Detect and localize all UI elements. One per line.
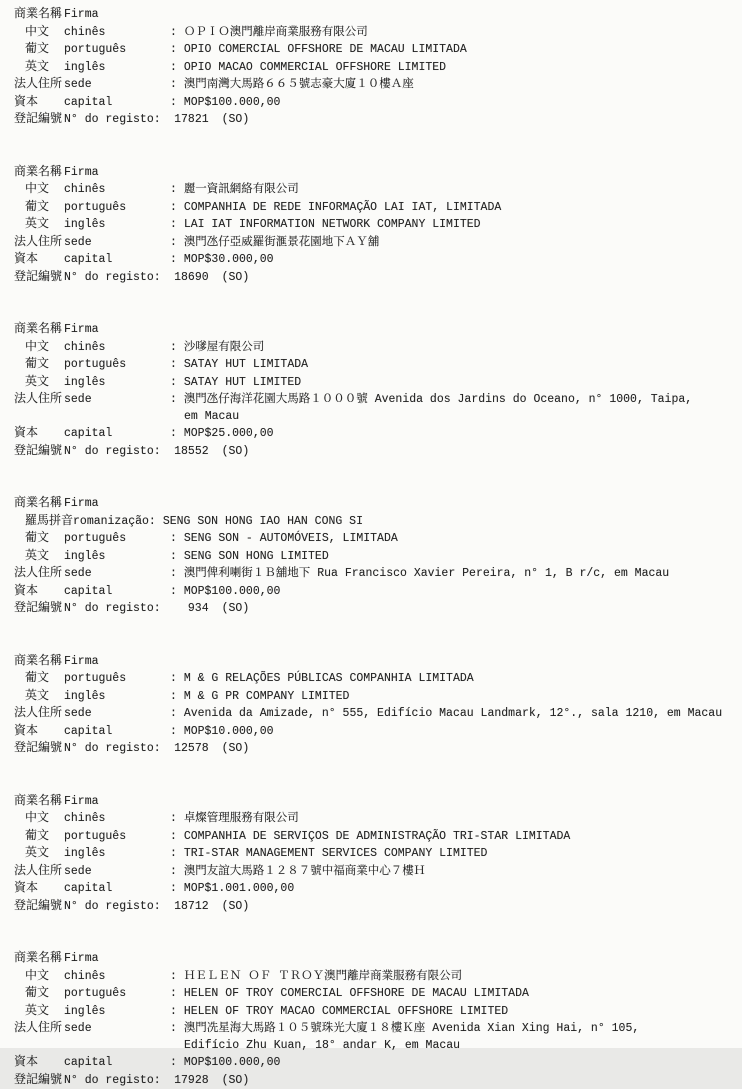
- english-name: [14, 845, 742, 863]
- label-chinese: 商業名稱: [14, 653, 64, 670]
- label-portuguese: Firma: [64, 496, 170, 513]
- colon-separator: :: [170, 864, 184, 881]
- field-value: MOP$1.001.000,00: [184, 881, 294, 898]
- field-value: COMPANHIA DE SERVIÇOS DE ADMINISTRAÇÃO TRI-STAR LIMITADA: [184, 829, 570, 846]
- colon-separator: :: [170, 671, 184, 688]
- capital: [14, 94, 742, 112]
- field-value: 沙嗲屋有限公司: [184, 340, 265, 357]
- business-name-header: [14, 950, 742, 968]
- colon-separator: :: [170, 811, 184, 828]
- label-portuguese: capital: [64, 881, 170, 898]
- registration-number-value: 18552: [161, 444, 209, 461]
- field-value: em Macau: [184, 409, 239, 426]
- capital: [14, 1054, 742, 1072]
- registration-number-value: 17928: [161, 1073, 209, 1089]
- registered-address: [14, 705, 742, 723]
- field-value: OPIO MACAO COMMERCIAL OFFSHORE LIMITED: [184, 60, 446, 77]
- registration-number-value: 17821: [161, 112, 209, 129]
- label-chinese: 英文: [14, 1003, 64, 1020]
- label-chinese: 商業名稱: [14, 6, 64, 23]
- label-portuguese: Firma: [64, 322, 170, 339]
- field-value: 澳門友誼大馬路１２８７號中福商業中心７樓Ｈ: [184, 864, 426, 881]
- label-chinese: 資本: [14, 425, 64, 442]
- capital: [14, 251, 742, 269]
- registration-number-value: 12578: [161, 741, 209, 758]
- registration-number-value: 18712: [161, 899, 209, 916]
- label-portuguese: português: [64, 357, 170, 374]
- business-name-header: [14, 321, 742, 339]
- registered-address: [14, 863, 742, 881]
- field-value: SATAY HUT LIMITED: [184, 375, 301, 392]
- label-portuguese: inglês: [64, 549, 170, 566]
- field-value: 澳門氹仔海洋花園大馬路１０００號 Avenida dos Jardins do Oceano, n° 1000, Taipa,: [184, 392, 692, 409]
- portuguese-name: [14, 41, 742, 59]
- colon-separator: :: [170, 426, 184, 443]
- label-portuguese: romanização:: [73, 514, 156, 531]
- registration-suffix: (SO): [222, 444, 250, 461]
- label-chinese: 中文: [14, 24, 64, 41]
- business-name-header: [14, 164, 742, 182]
- label-portuguese: português: [64, 829, 170, 846]
- label-chinese: 法人住所: [14, 565, 64, 582]
- label-portuguese: N° do registo:: [64, 899, 161, 916]
- registration-number: [14, 740, 742, 758]
- label-chinese: 法人住所: [14, 234, 64, 251]
- label-chinese: 商業名稱: [14, 164, 64, 181]
- business-name-header: [14, 653, 742, 671]
- colon-separator: :: [170, 217, 184, 234]
- registry-entry: [14, 164, 742, 287]
- label-portuguese: capital: [64, 426, 170, 443]
- label-chinese: 葡文: [14, 41, 64, 58]
- colon-separator: :: [170, 584, 184, 601]
- chinese-name: [14, 339, 742, 357]
- label-chinese: 英文: [14, 688, 64, 705]
- label-portuguese: capital: [64, 724, 170, 741]
- label-portuguese: N° do registo:: [64, 741, 161, 758]
- label-chinese: 商業名稱: [14, 950, 64, 967]
- field-value: SATAY HUT LIMITADA: [184, 357, 308, 374]
- chinese-name: [14, 24, 742, 42]
- field-value: LAI IAT INFORMATION NETWORK COMPANY LIMITED: [184, 217, 481, 234]
- colon-separator: :: [170, 392, 184, 409]
- label-chinese: 登記編號: [14, 443, 64, 460]
- field-value: HELEN OF TROY MACAO COMMERCIAL OFFSHORE LIMITED: [184, 1004, 508, 1021]
- registration-suffix: (SO): [222, 601, 250, 618]
- chinese-name: [14, 181, 742, 199]
- label-portuguese: N° do registo:: [64, 601, 161, 618]
- field-value: Edifício Zhu Kuan, 18° andar K, em Macau: [184, 1038, 460, 1055]
- field-value: 澳門俾利喇街１Ｂ舖地下 Rua Francisco Xavier Pereira, n° 1, B r/c, em Macau: [184, 566, 669, 583]
- registration-number: [14, 269, 742, 287]
- registration-number-value: 18690: [161, 270, 209, 287]
- field-value: MOP$25.000,00: [184, 426, 274, 443]
- field-value: MOP$100.000,00: [184, 1055, 281, 1072]
- colon-separator: :: [170, 182, 184, 199]
- label-portuguese: sede: [64, 392, 170, 409]
- label-portuguese: inglês: [64, 846, 170, 863]
- label-chinese: 資本: [14, 94, 64, 111]
- portuguese-name: [14, 670, 742, 688]
- label-portuguese: sede: [64, 1021, 170, 1038]
- colon-separator: :: [170, 25, 184, 42]
- colon-separator: :: [170, 252, 184, 269]
- registration-number: [14, 1072, 742, 1089]
- label-chinese: 英文: [14, 548, 64, 565]
- label-portuguese: inglês: [64, 217, 170, 234]
- label-portuguese: português: [64, 671, 170, 688]
- label-chinese: 資本: [14, 1054, 64, 1071]
- label-portuguese: chinês: [64, 182, 170, 199]
- label-portuguese: sede: [64, 864, 170, 881]
- colon-separator: :: [170, 549, 184, 566]
- capital: [14, 583, 742, 601]
- label-chinese: 葡文: [14, 199, 64, 216]
- english-name: [14, 216, 742, 234]
- field-value: MOP$100.000,00: [184, 584, 281, 601]
- label-chinese: 登記編號: [14, 600, 64, 617]
- capital: [14, 723, 742, 741]
- registration-number: [14, 600, 742, 618]
- english-name: [14, 548, 742, 566]
- label-chinese: 中文: [14, 810, 64, 827]
- english-name: [14, 688, 742, 706]
- colon-separator: :: [170, 1055, 184, 1072]
- registered-address: [14, 1020, 742, 1038]
- field-value: ＨＥＬＥＮ ＯＦ ＴＲＯＹ澳門離岸商業服務有限公司: [184, 969, 462, 986]
- label-chinese: 商業名稱: [14, 321, 64, 338]
- portuguese-name: [14, 199, 742, 217]
- label-chinese: 商業名稱: [14, 495, 64, 512]
- label-chinese: 法人住所: [14, 76, 64, 93]
- colon-separator: :: [170, 95, 184, 112]
- colon-separator: :: [170, 340, 184, 357]
- colon-separator: :: [170, 200, 184, 217]
- label-portuguese: Firma: [64, 7, 170, 24]
- registry-entry: [14, 495, 742, 618]
- field-value: TRI-STAR MANAGEMENT SERVICES COMPANY LIMITED: [184, 846, 488, 863]
- english-name: [14, 59, 742, 77]
- field-value: ＯＰＩＯ澳門離岸商業服務有限公司: [184, 25, 368, 42]
- registration-number: [14, 111, 742, 129]
- label-portuguese: N° do registo:: [64, 1073, 161, 1089]
- registry-entry: [14, 6, 742, 129]
- label-portuguese: chinês: [64, 340, 170, 357]
- label-portuguese: português: [64, 986, 170, 1003]
- colon-separator: :: [170, 1021, 184, 1038]
- label-portuguese: capital: [64, 1055, 170, 1072]
- label-chinese: 法人住所: [14, 1020, 64, 1037]
- english-name: [14, 1003, 742, 1021]
- label-chinese: 登記編號: [14, 898, 64, 915]
- label-portuguese: inglês: [64, 60, 170, 77]
- label-chinese: 登記編號: [14, 740, 64, 757]
- registry-entry: [14, 653, 742, 758]
- field-value: COMPANHIA DE REDE INFORMAÇÃO LAI IAT, LIMITADA: [184, 200, 501, 217]
- registration-suffix: (SO): [222, 270, 250, 287]
- field-value: 澳門冼星海大馬路１０５號珠光大廈１８樓Ｋ座 Avenida Xian Xing Hai, n° 105,: [184, 1021, 639, 1038]
- portuguese-name: [14, 828, 742, 846]
- label-chinese: 葡文: [14, 356, 64, 373]
- label-portuguese: português: [64, 42, 170, 59]
- registry-entry: [14, 950, 742, 1089]
- colon-separator: :: [170, 235, 184, 252]
- colon-separator: :: [170, 566, 184, 583]
- registered-address: [14, 391, 742, 409]
- registered-address: [14, 234, 742, 252]
- label-portuguese: N° do registo:: [64, 444, 161, 461]
- portuguese-name: [14, 530, 742, 548]
- business-name-header: [14, 495, 742, 513]
- colon-separator: :: [170, 531, 184, 548]
- label-chinese: 英文: [14, 216, 64, 233]
- label-chinese: 中文: [14, 181, 64, 198]
- label-chinese: 葡文: [14, 530, 64, 547]
- colon-separator: :: [170, 357, 184, 374]
- registration-suffix: (SO): [222, 899, 250, 916]
- label-portuguese: sede: [64, 566, 170, 583]
- registry-entry: [14, 793, 742, 916]
- label-portuguese: sede: [64, 235, 170, 252]
- registration-number: [14, 898, 742, 916]
- label-chinese: 英文: [14, 845, 64, 862]
- label-portuguese: português: [64, 531, 170, 548]
- business-name-header: [14, 793, 742, 811]
- label-chinese: 登記編號: [14, 111, 64, 128]
- english-name: [14, 374, 742, 392]
- registered-address: [14, 76, 742, 94]
- label-chinese: 資本: [14, 880, 64, 897]
- chinese-name: [14, 968, 742, 986]
- label-portuguese: inglês: [64, 689, 170, 706]
- colon-separator: :: [170, 986, 184, 1003]
- label-portuguese: sede: [64, 706, 170, 723]
- label-portuguese: Firma: [64, 951, 170, 968]
- registration-suffix: (SO): [222, 112, 250, 129]
- label-portuguese: capital: [64, 252, 170, 269]
- field-value: MOP$30.000,00: [184, 252, 274, 269]
- colon-separator: :: [170, 77, 184, 94]
- label-chinese: 中文: [14, 339, 64, 356]
- label-chinese: 中文: [14, 968, 64, 985]
- field-value: 卓燦管理服務有限公司: [184, 811, 299, 828]
- field-value: SENG SON - AUTOMÓVEIS, LIMITADA: [184, 531, 398, 548]
- registered-address: [14, 565, 742, 583]
- label-portuguese: Firma: [64, 165, 170, 182]
- label-chinese: 羅馬拼音: [14, 513, 73, 530]
- colon-separator: :: [170, 706, 184, 723]
- label-portuguese: N° do registo:: [64, 112, 161, 129]
- colon-separator: :: [170, 829, 184, 846]
- label-chinese: 資本: [14, 251, 64, 268]
- portuguese-name: [14, 985, 742, 1003]
- field-value: Avenida da Amizade, n° 555, Edifício Macau Landmark, 12°., sala 1210, em Macau: [184, 706, 722, 723]
- field-value: M & G PR COMPANY LIMITED: [184, 689, 350, 706]
- field-value: MOP$100.000,00: [184, 95, 281, 112]
- label-portuguese: capital: [64, 95, 170, 112]
- label-chinese: 資本: [14, 583, 64, 600]
- field-value: 麗一資訊網絡有限公司: [184, 182, 299, 199]
- address-continuation: [14, 409, 742, 426]
- registration-number: [14, 443, 742, 461]
- registration-number-value: 934: [161, 601, 209, 618]
- label-portuguese: chinês: [64, 969, 170, 986]
- label-chinese: 法人住所: [14, 705, 64, 722]
- field-value: 澳門南灣大馬路６６５號志豪大廈１０樓Ａ座: [184, 77, 414, 94]
- portuguese-name: [14, 356, 742, 374]
- colon-separator: :: [170, 375, 184, 392]
- colon-separator: :: [170, 689, 184, 706]
- colon-separator: :: [170, 1004, 184, 1021]
- romanization: [14, 513, 742, 531]
- label-chinese: 英文: [14, 59, 64, 76]
- field-value: 澳門氹仔亞威羅街滙景花園地下ＡＹ舖: [184, 235, 380, 252]
- label-portuguese: Firma: [64, 654, 170, 671]
- label-portuguese: sede: [64, 77, 170, 94]
- colon-separator: :: [170, 969, 184, 986]
- label-portuguese: inglês: [64, 1004, 170, 1021]
- label-chinese: 商業名稱: [14, 793, 64, 810]
- label-portuguese: Firma: [64, 794, 170, 811]
- field-value: OPIO COMERCIAL OFFSHORE DE MACAU LIMITADA: [184, 42, 467, 59]
- field-value: MOP$10.000,00: [184, 724, 274, 741]
- field-value: HELEN OF TROY COMERCIAL OFFSHORE DE MACAU LIMITADA: [184, 986, 529, 1003]
- label-portuguese: chinês: [64, 25, 170, 42]
- label-chinese: 法人住所: [14, 863, 64, 880]
- colon-separator: :: [170, 881, 184, 898]
- capital: [14, 880, 742, 898]
- colon-separator: :: [170, 846, 184, 863]
- label-chinese: 葡文: [14, 828, 64, 845]
- field-value: SENG SON HONG LIMITED: [184, 549, 329, 566]
- label-chinese: 英文: [14, 374, 64, 391]
- label-chinese: 登記編號: [14, 1072, 64, 1089]
- label-chinese: 資本: [14, 723, 64, 740]
- label-chinese: 葡文: [14, 670, 64, 687]
- field-value: SENG SON HONG IAO HAN CONG SI: [163, 514, 363, 531]
- label-portuguese: N° do registo:: [64, 270, 161, 287]
- label-portuguese: capital: [64, 584, 170, 601]
- colon-separator: :: [170, 724, 184, 741]
- registration-suffix: (SO): [222, 1073, 250, 1089]
- business-name-header: [14, 6, 742, 24]
- colon-separator: :: [170, 42, 184, 59]
- address-continuation: [14, 1038, 742, 1055]
- registry-entry: [14, 321, 742, 460]
- capital: [14, 425, 742, 443]
- registration-suffix: (SO): [222, 741, 250, 758]
- label-chinese: 登記編號: [14, 269, 64, 286]
- label-chinese: 葡文: [14, 985, 64, 1002]
- field-value: M & G RELAÇÕES PÚBLICAS COMPANHIA LIMITADA: [184, 671, 474, 688]
- label-chinese: 法人住所: [14, 391, 64, 408]
- label-portuguese: chinês: [64, 811, 170, 828]
- label-portuguese: português: [64, 200, 170, 217]
- colon-separator: :: [170, 60, 184, 77]
- label-portuguese: inglês: [64, 375, 170, 392]
- chinese-name: [14, 810, 742, 828]
